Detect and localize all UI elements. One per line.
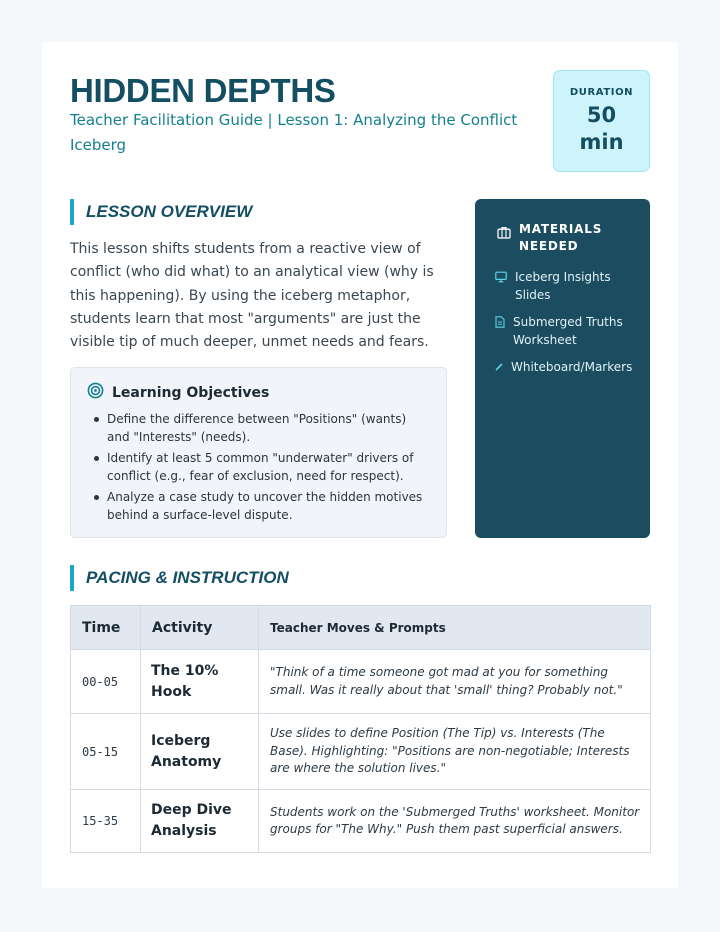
pacing-heading: PACING & INSTRUCTION xyxy=(70,565,289,591)
row-time: 05-15 xyxy=(71,714,141,790)
row-activity: The 10% Hook xyxy=(141,650,259,714)
duration-unit: min xyxy=(579,130,624,154)
document-icon xyxy=(495,316,505,334)
briefcase-icon xyxy=(497,224,511,243)
objective-item: Analyze a case study to uncover the hidden motives behind a surface-level dispute. xyxy=(91,488,431,524)
pacing-table xyxy=(70,605,651,853)
row-teacher-moves: Use slides to define Position (The Tip) vs. Interests (The Base). Highlighting: "Positions are non-negotiable; Interests are where the solution lives." xyxy=(259,714,651,790)
row-time: 15-35 xyxy=(71,790,141,853)
objectives-list xyxy=(91,410,431,527)
row-teacher-moves: "Think of a time someone got mad at you for something small. Was it really about that 'small' thing? Probably not." xyxy=(259,650,651,714)
lesson-overview-heading: LESSON OVERVIEW xyxy=(70,199,252,225)
column-header-teacher-moves: Teacher Moves & Prompts xyxy=(259,606,651,650)
row-time: 00-05 xyxy=(71,650,141,714)
duration-label: DURATION xyxy=(569,87,634,98)
learning-objectives-box xyxy=(70,367,447,538)
marker-icon xyxy=(495,361,503,379)
material-label: Whiteboard/Markers xyxy=(511,360,633,374)
table-row xyxy=(71,790,651,853)
lesson-page xyxy=(42,42,678,888)
row-activity: Iceberg Anatomy xyxy=(141,714,259,790)
materials-list xyxy=(495,269,640,389)
monitor-icon xyxy=(495,271,507,289)
row-teacher-moves: Students work on the 'Submerged Truths' worksheet. Monitor groups for "The Why." Push them past superficial answers. xyxy=(259,790,651,853)
materials-panel xyxy=(475,199,650,538)
target-icon xyxy=(87,382,104,403)
table-row xyxy=(71,714,651,790)
duration-value xyxy=(554,102,649,156)
pacing-header-row xyxy=(71,606,651,650)
material-item xyxy=(495,269,640,304)
material-label: Submerged Truths Worksheet xyxy=(513,315,623,347)
objective-item: Identify at least 5 common "underwater" drivers of conflict (e.g., fear of exclusion, need for respect). xyxy=(91,449,431,485)
column-header-time: Time xyxy=(71,606,141,650)
row-activity: Deep Dive Analysis xyxy=(141,790,259,853)
page-subtitle: Teacher Facilitation Guide | Lesson 1: Analyzing the Conflict Iceberg xyxy=(70,111,518,154)
learning-objectives-header xyxy=(87,382,269,403)
materials-title: MATERIALS NEEDED xyxy=(519,222,603,253)
material-label: Iceberg Insights Slides xyxy=(515,270,611,302)
table-row xyxy=(71,650,651,714)
learning-objectives-title: Learning Objectives xyxy=(112,384,270,401)
column-header-activity: Activity xyxy=(141,606,259,650)
duration-number: 50 xyxy=(586,103,617,127)
duration-badge xyxy=(553,70,650,172)
lesson-overview-text: This lesson shifts students from a reactive view of conflict (who did what) to an analytical view (why is this happening). By using the iceberg metaphor, students learn that most "arguments" are just the visible tip of much deeper, unmet needs and fears. xyxy=(70,241,434,351)
objective-item: Define the difference between "Positions" (wants) and "Interests" (needs). xyxy=(91,410,431,446)
material-item xyxy=(495,314,640,349)
material-item xyxy=(495,359,640,379)
materials-header xyxy=(497,221,619,255)
page-title: HIDDEN DEPTHS xyxy=(70,72,336,109)
